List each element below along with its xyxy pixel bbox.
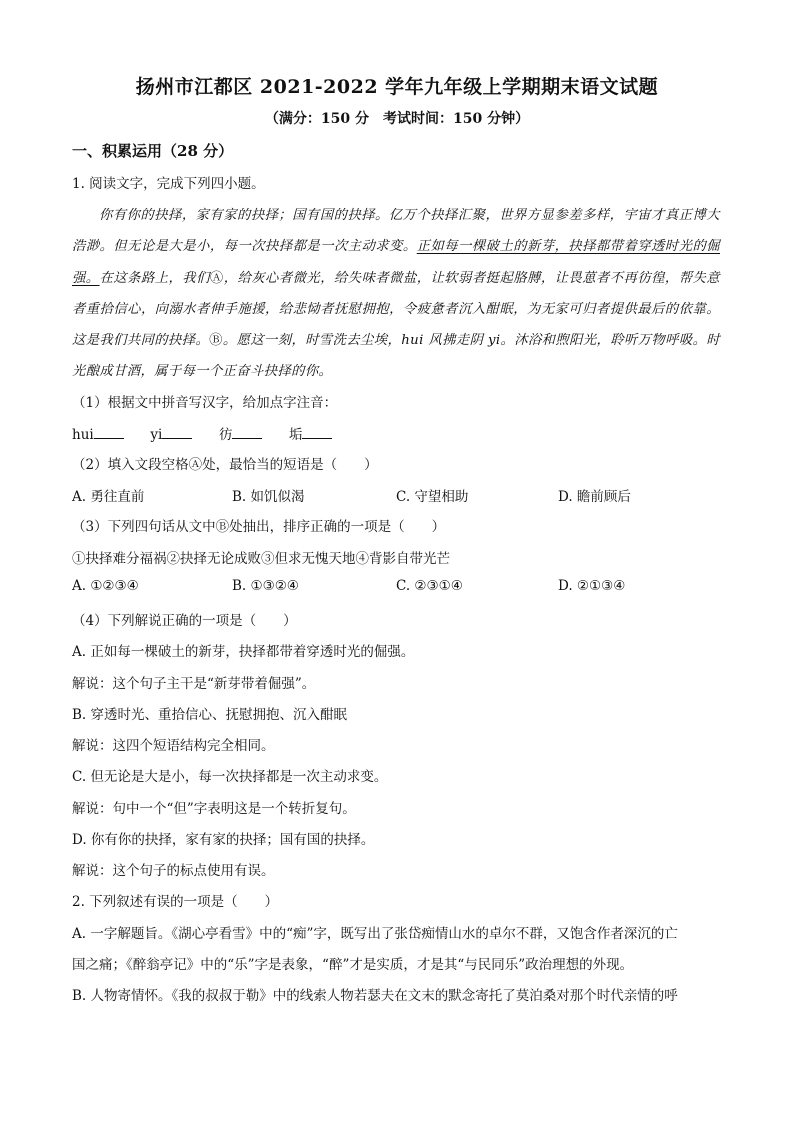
- q2-text-line: B. 人物寄情怀。《我的叔叔于勒》中的线索人物若瑟夫在文末的默念寄托了莫泊桑对那个时代亲情的呼: [72, 988, 678, 1004]
- q2-text-line: 国之痛；《醉翁亭记》中的“乐”字是表象，“醉”才是实质，才是其“与民同乐”政治理想的外现。: [72, 957, 634, 973]
- sub-question-2-prompt: （2）填入文段空格Ⓐ处，最恰当的短语是（ ）: [72, 457, 378, 473]
- answer-blank[interactable]: [302, 426, 332, 439]
- fill-item: 垢: [288, 427, 303, 443]
- fill-item: 彷: [218, 427, 233, 443]
- question-1-stem: 1. 阅读文字，完成下列四小题。: [72, 176, 265, 192]
- option-d: D. ②①③④: [558, 578, 626, 594]
- section-heading: 一、积累运用（28 分）: [72, 142, 234, 160]
- option-b: B. ①③②④: [232, 578, 299, 594]
- passage-text-2: 在这条路上，我们: [99, 270, 210, 286]
- sub-question-3-prompt: （3）下列四句话从文中Ⓑ处抽出，排序正确的一项是（ ）: [72, 519, 446, 535]
- exam-info: （满分：150 分 考试时间：150 分钟）: [264, 111, 530, 127]
- sub-question-1-prompt: （1）根据文中拼音写汉字，给加点字注音：: [72, 395, 338, 411]
- fill-item: yi: [150, 427, 163, 443]
- explanation-line: A. 正如每一棵破土的新芽，抉择都带着穿透时光的倔强。: [72, 644, 415, 660]
- fill-in-row: [72, 423, 332, 443]
- question-2-stem: 2. 下列叙述有误的一项是（ ）: [72, 894, 279, 910]
- explanation-line: 解说：这个句子主干是“新芽带着倔强”。: [72, 676, 316, 692]
- explanation-line: B. 穿透时光、重拾信心、抚慰拥抱、沉入酣眠: [72, 707, 348, 723]
- answer-blank[interactable]: [94, 426, 124, 439]
- sentence-list: ①抉择难分福祸②抉择无论成败③但求无愧天地④背影自带光芒: [72, 551, 450, 567]
- option-b: B. 如饥似渴: [232, 489, 305, 505]
- option-a: A. ①②③④: [72, 578, 139, 594]
- option-c: C. ②③①④: [396, 578, 463, 594]
- option-a: A. 勇往直前: [72, 489, 145, 505]
- fill-item: hui: [72, 427, 94, 443]
- blank-marker-b: Ⓑ: [209, 333, 223, 349]
- explanation-line: D. 你有你的抉择，家有家的抉择；国有国的抉择。: [72, 832, 375, 848]
- reading-passage: [72, 200, 720, 388]
- explanation-line: 解说：这四个短语结构完全相同。: [72, 738, 275, 754]
- answer-blank[interactable]: [232, 426, 262, 439]
- page-title: 扬州市江都区 2021-2022 学年九年级上学期期末语文试题: [135, 76, 659, 98]
- explanation-line: 解说：这个句子的标点使用有误。: [72, 863, 275, 879]
- option-d: D. 瞻前顾后: [558, 489, 631, 505]
- answer-blank[interactable]: [162, 426, 192, 439]
- passage-text-1: 你有你的抉择，家有家的抉择；国有国的抉择。亿万个抉择汇聚，世界方显参差多样，宇宙才真正博大浩渺。但无论是大是小，每一次抉择都是一次主动求变。: [72, 208, 720, 255]
- q2-text-line: A. 一字解题旨。《湖心亭看雪》中的“痴”字，既写出了张岱痴情山水的卓尔不群，又饱含作者深沉的亡: [72, 926, 678, 942]
- passage-underlined-sentence: 正如每一棵破土的新芽，抉择都带着穿透时光的倔强。: [72, 239, 720, 286]
- passage-text-3: ，给灰心者微光，给失味者微盐，让软弱者挺起胳膊，让畏葸者不再彷徨，帮失意者重拾信心，向溺水者伸手施援，给悲恸者抚慰拥抱，令疲惫者沉入酣眠，为无家可归者提供最后的依靠。这是我们共同的抉择。: [72, 270, 720, 349]
- explanation-line: C. 但无论是大是小，每一次抉择都是一次主动求变。: [72, 769, 388, 785]
- option-c: C. 守望相助: [396, 489, 469, 505]
- blank-marker-a: Ⓐ: [209, 270, 224, 286]
- passage-text-4: 。愿这一刻，时雪洗去尘埃，hui 风拂走阴 yi。沐浴和煦阳光，聆听万物呼吸。时光酿成甘酒，属于每一个正奋斗抉择的你。: [72, 333, 720, 380]
- explanation-line: 解说：句中一个“但”字表明这是一个转折复句。: [72, 801, 356, 817]
- sub-question-4-prompt: （4）下列解说正确的一项是（ ）: [72, 613, 297, 629]
